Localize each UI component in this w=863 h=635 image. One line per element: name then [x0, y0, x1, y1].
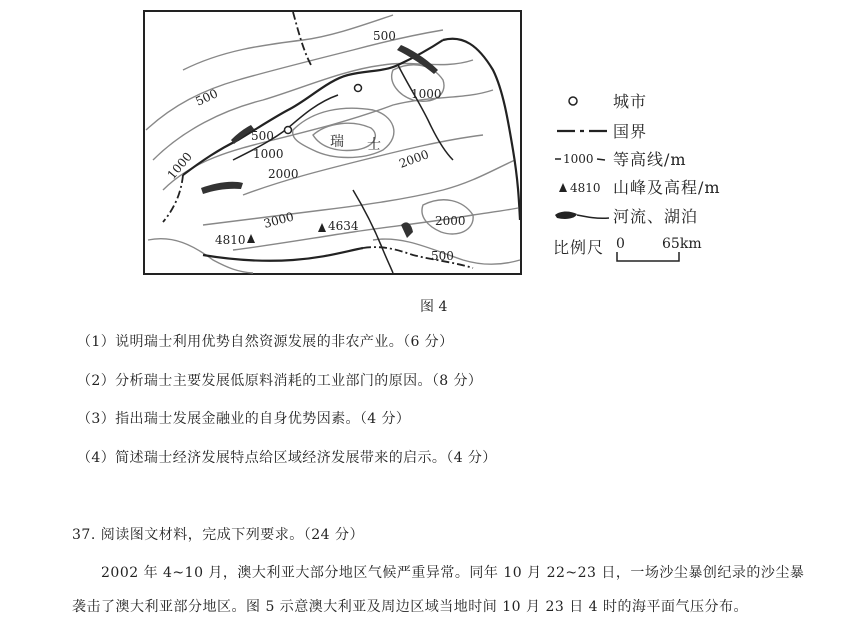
peak-elevation: 4810: [215, 233, 246, 247]
legend-item: [553, 88, 647, 112]
contour-label: 2000: [268, 167, 299, 181]
legend-label: 国界: [613, 121, 648, 141]
figure-caption: 图 4: [420, 299, 448, 315]
legend-label: 城市: [613, 91, 648, 111]
legend-item: [553, 146, 687, 170]
border-line-icon: [553, 118, 613, 142]
city-icon: [355, 85, 362, 92]
country-label-part: 士: [367, 137, 381, 153]
legend-label: 等高线/m: [613, 149, 687, 169]
question-37-text-line: 2002 年 4~10 月，澳大利亚大部分地区气候严重异常。同年 10 月 22~23 日，一场沙尘暴创纪录的沙尘暴: [101, 565, 805, 581]
legend-item: [553, 174, 721, 198]
river-lake-icon: [553, 203, 613, 227]
switzerland-map: [143, 10, 522, 275]
peak-elevation: 4634: [328, 219, 359, 233]
scale-label: 比例尺: [553, 237, 605, 257]
scale-bar: [616, 252, 686, 264]
question-4: （4）简述瑞士经济发展特点给区域经济发展带来的启示。（4 分）: [77, 450, 497, 466]
peak-icon: [553, 174, 613, 198]
contour-label: 1000: [411, 87, 442, 101]
contour-label: 3000: [262, 209, 296, 231]
legend-label: 山峰及高程/m: [613, 177, 721, 197]
question-1: （1）说明瑞士利用优势自然资源发展的非农产业。（6 分）: [77, 334, 454, 350]
contour-line-icon: [553, 146, 613, 170]
contour-label: 2000: [435, 214, 466, 228]
contour-label: 500: [193, 86, 221, 109]
legend-sample: 4810: [570, 181, 601, 195]
scale-start: 0: [616, 236, 625, 252]
question-2: （2）分析瑞士主要发展低原料消耗的工业部门的原因。（8 分）: [77, 373, 483, 389]
question-37-text-line: 袭击了澳大利亚部分地区。图 5 示意澳大利亚及周边区域当地时间 10 月 23 日 4 时的海平面气压分布。: [72, 599, 749, 615]
contour-label: 500: [373, 29, 396, 43]
legend-item: [553, 203, 698, 227]
question-3: （3）指出瑞士发展金融业的自身优势因素。（4 分）: [77, 411, 411, 427]
contour-label: 2000: [397, 147, 431, 171]
contour-label: 1000: [164, 149, 195, 182]
question-37-heading: 37. 阅读图文材料，完成下列要求。（24 分）: [72, 527, 364, 543]
contour-label: 500: [431, 249, 454, 263]
country-label-part: 瑞: [330, 134, 344, 150]
legend-sample: 1000: [563, 152, 594, 166]
legend-item: [553, 118, 647, 142]
legend-label: 河流、湖泊: [613, 206, 699, 226]
city-icon: [285, 127, 292, 134]
map-scale: [553, 234, 710, 258]
contour-label: 500: [251, 129, 274, 143]
scale-end: 65km: [662, 236, 702, 252]
city-icon: [553, 88, 613, 112]
contour-label: 1000: [253, 147, 284, 161]
